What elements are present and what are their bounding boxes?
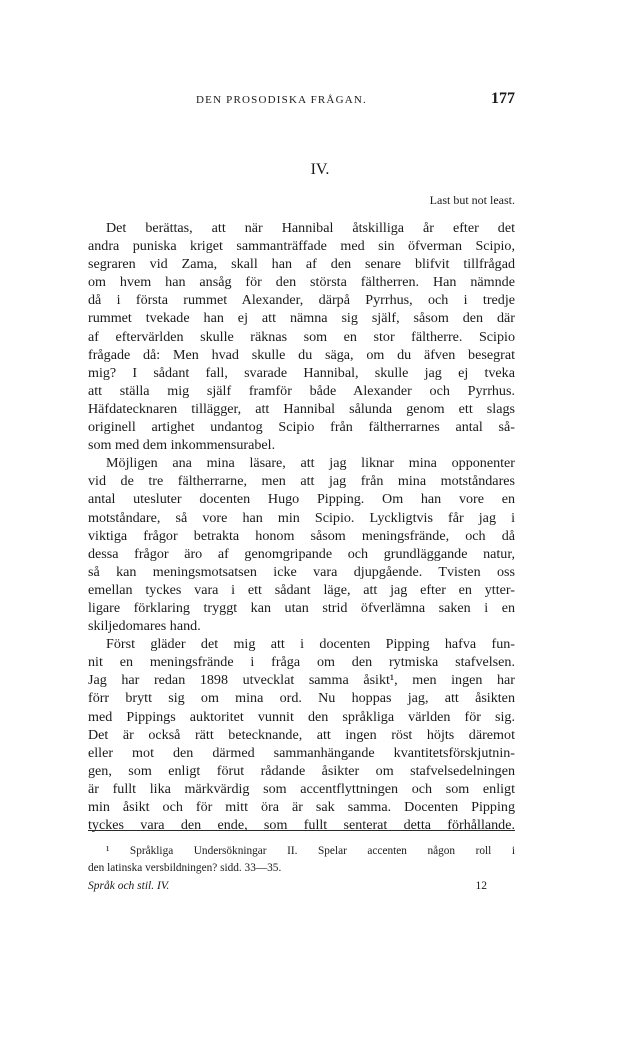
body-line: nit en meningsfrände i fråga om den rytmiska stafvelsen. [88, 654, 515, 671]
body-line: mig? I sådant fall, svarade Hannibal, skulle jag ej tveka [88, 364, 515, 381]
body-line: Det berättas, att när Hannibal åtskilliga år efter det [106, 220, 515, 236]
running-head [88, 90, 515, 110]
body-line: antal utesluter docenten Hugo Pipping. Om han vore en [88, 491, 515, 508]
body-line: vid de tre fältherrarne, men att jag från mina motståndares [88, 473, 515, 490]
body-line: af eftervärlden skulle räknas som en stor fältherre. Scipio [88, 328, 515, 345]
body-line: Först gläder det mig att i docenten Pipping hafva fun- [106, 636, 515, 653]
body-text [88, 219, 515, 834]
body-line: andra puniska kriget sammanträffade med sin öfverman Scipio, [88, 238, 515, 255]
body-line: originell artighet undantog Scipio från fältherrarnes antal så- [88, 419, 515, 436]
body-line: rummet tvekade han ej att nämna sig själf, såsom den där [88, 310, 515, 327]
body-line: ligare förklaring tryggt kan utan strid öfverlämna saken i en [88, 599, 515, 616]
footnote [88, 843, 515, 877]
body-line: eller mot den därmed sammanhängande kvantitetsförskjutnin- [88, 744, 515, 761]
footnote-line: ¹ Språkliga Undersökningar II. Spelar accenten någon roll i [106, 845, 515, 857]
body-line: emellan tyckes vara i ett sådant läge, att jag efter en ytter- [88, 581, 515, 598]
body-line: då i första rummet Alexander, därpå Pyrrhus, och i tredje [88, 292, 515, 309]
body-line: att ställa mig själf framför både Alexander och Pyrrhus. [88, 382, 515, 399]
body-line: Häfdatecknaren tillägger, att Hannibal sålunda genom ett slags [88, 400, 515, 417]
body-line: viktiga frågor betrakta honom såsom meningsfrände, och då [88, 527, 515, 544]
printer-signature [88, 880, 515, 896]
body-line: gen, som enligt förut rådande åsikter om stafvelsedelningen [88, 762, 515, 779]
footnote-divider [88, 830, 515, 831]
body-line: segraren vid Zama, skall han af den senare blifvit tillfrågad [88, 256, 515, 273]
body-line: Jag har redan 1898 utvecklat samma åsikt¹, men ingen har [88, 672, 515, 689]
body-line: med Pippings auktoritet vunnit den språkliga världen för sig. [88, 708, 515, 725]
body-line: förr brytt sig om mina ord. Nu hoppas jag, att åsikten [88, 690, 515, 707]
body-line: så kan meningsmotsatsen icke vara djupgående. Tvisten oss [88, 563, 515, 580]
body-line: dessa frågor äro af genomgripande och grundläggande natur, [88, 545, 515, 562]
page-number: 177 [491, 90, 515, 107]
body-line: som med dem inkommensurabel. [88, 437, 276, 454]
body-line: motståndare, så vore han min Scipio. Lyckligtvis får jag i [88, 509, 515, 526]
body-line: frågade då: Men hvad skulle du säga, om du äfven besegrat [88, 346, 515, 363]
body-line: Möjligen ana mina läsare, att jag liknar mina opponenter [106, 455, 515, 472]
body-line: skiljedomares hand. [88, 618, 201, 635]
section-heading: IV. [310, 161, 330, 178]
body-line: min åsikt och för mitt öra är sak samma. Docenten Pipping [88, 799, 515, 815]
signature-title: Språk och stil. IV. [88, 880, 170, 892]
footnote-line: den latinska versbildningen? sidd. 33—35. [88, 862, 282, 874]
body-line: tyckes vara den ende, som fullt senterat detta förhållande. [88, 817, 515, 834]
body-line: Det är också rätt betecknande, att ingen röst höjts däremot [88, 726, 515, 743]
running-title: DEN PROSODISKA FRÅGAN. [196, 94, 367, 106]
body-line: om hvem han ansåg för den största fältherren. Han nämnde [88, 274, 515, 291]
signature-number: 12 [475, 880, 487, 892]
epigraph: Last but not least. [429, 193, 515, 207]
body-line: är fullt lika märkvärdig som accentflyttningen och som enligt [88, 780, 515, 797]
